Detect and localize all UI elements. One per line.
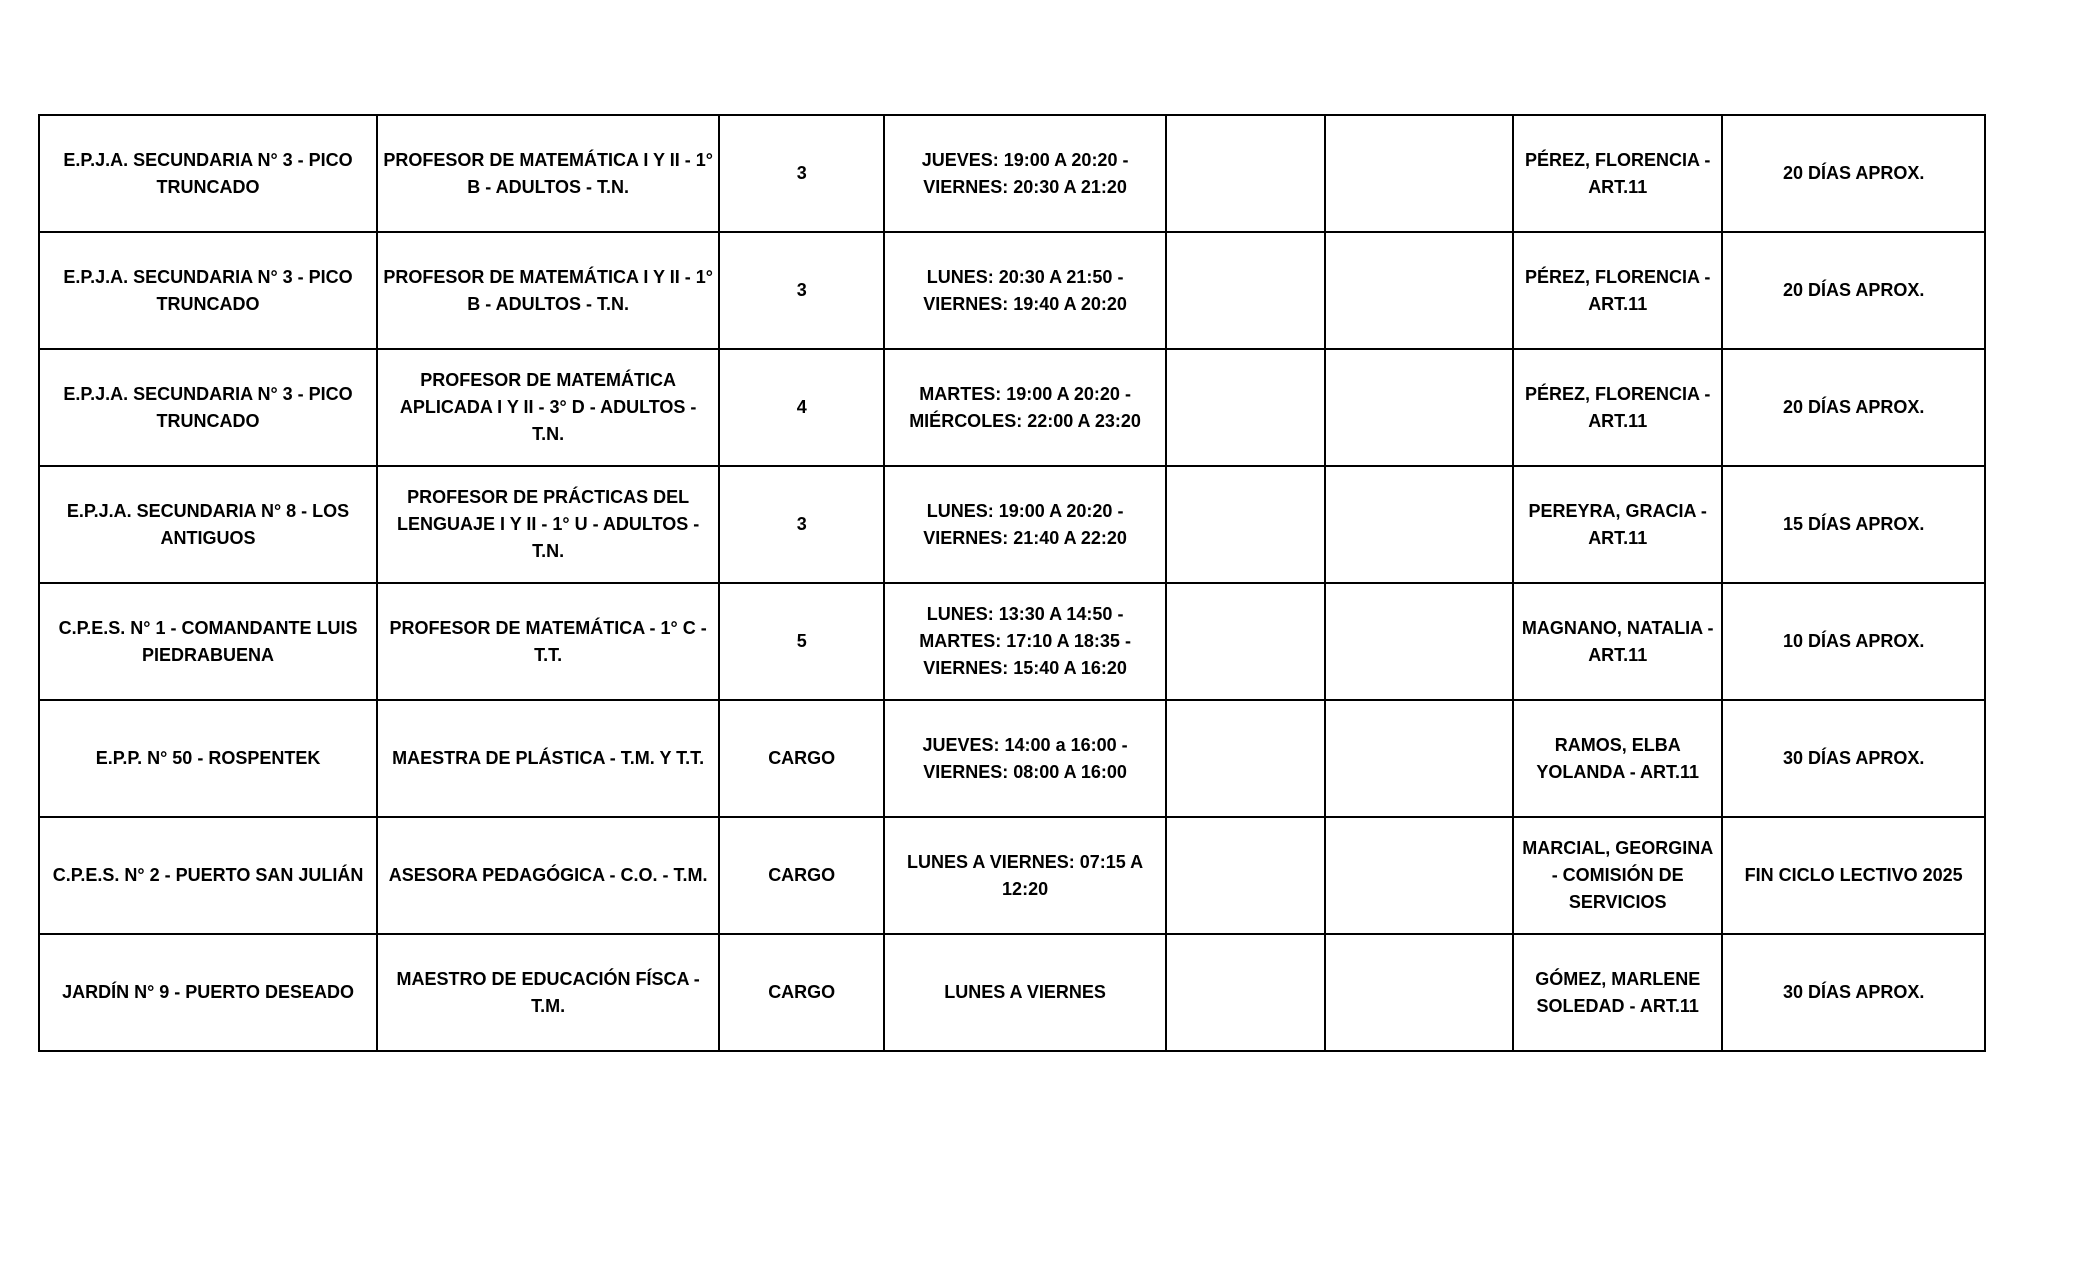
replaces-cell: RAMOS, ELBA YOLANDA - ART.11 bbox=[1513, 700, 1722, 817]
position-cell: PROFESOR DE MATEMÁTICA I Y II - 1° B - ADULTOS - T.N. bbox=[377, 115, 719, 232]
replaces-cell: PÉREZ, FLORENCIA - ART.11 bbox=[1513, 115, 1722, 232]
replaces-cell: MARCIAL, GEORGINA - COMISIÓN DE SERVICIOS bbox=[1513, 817, 1722, 934]
empty-cell bbox=[1166, 700, 1325, 817]
replaces-cell: MAGNANO, NATALIA - ART.11 bbox=[1513, 583, 1722, 700]
hours-cell: CARGO bbox=[719, 817, 884, 934]
schedule-cell: LUNES: 20:30 A 21:50 - VIERNES: 19:40 A 20:20 bbox=[884, 232, 1166, 349]
hours-cell: 3 bbox=[719, 115, 884, 232]
table-row bbox=[39, 115, 1985, 232]
table-row bbox=[39, 349, 1985, 466]
school-cell: E.P.J.A. SECUNDARIA N° 3 - PICO TRUNCADO bbox=[39, 349, 377, 466]
empty-cell bbox=[1166, 817, 1325, 934]
table-row bbox=[39, 466, 1985, 583]
hours-cell: 3 bbox=[719, 466, 884, 583]
school-cell: E.P.J.A. SECUNDARIA N° 8 - LOS ANTIGUOS bbox=[39, 466, 377, 583]
position-cell: PROFESOR DE PRÁCTICAS DEL LENGUAJE I Y II - 1° U - ADULTOS - T.N. bbox=[377, 466, 719, 583]
empty-cell bbox=[1325, 232, 1513, 349]
schedule-cell: MARTES: 19:00 A 20:20 - MIÉRCOLES: 22:00 A 23:20 bbox=[884, 349, 1166, 466]
duration-cell: 15 DÍAS APROX. bbox=[1722, 466, 1985, 583]
schedule-cell: JUEVES: 19:00 A 20:20 - VIERNES: 20:30 A 21:20 bbox=[884, 115, 1166, 232]
schedule-cell: LUNES: 13:30 A 14:50 - MARTES: 17:10 A 18:35 - VIERNES: 15:40 A 16:20 bbox=[884, 583, 1166, 700]
vacancies-table bbox=[38, 114, 1986, 1052]
table-row bbox=[39, 700, 1985, 817]
duration-cell: 20 DÍAS APROX. bbox=[1722, 115, 1985, 232]
schedule-cell: LUNES A VIERNES: 07:15 A 12:20 bbox=[884, 817, 1166, 934]
empty-cell bbox=[1166, 115, 1325, 232]
school-cell: C.P.E.S. N° 1 - COMANDANTE LUIS PIEDRABUENA bbox=[39, 583, 377, 700]
school-cell: E.P.J.A. SECUNDARIA N° 3 - PICO TRUNCADO bbox=[39, 115, 377, 232]
empty-cell bbox=[1325, 817, 1513, 934]
duration-cell: 20 DÍAS APROX. bbox=[1722, 349, 1985, 466]
duration-cell: 30 DÍAS APROX. bbox=[1722, 934, 1985, 1051]
hours-cell: 3 bbox=[719, 232, 884, 349]
hours-cell: CARGO bbox=[719, 700, 884, 817]
position-cell: PROFESOR DE MATEMÁTICA APLICADA I Y II - 3° D - ADULTOS - T.N. bbox=[377, 349, 719, 466]
empty-cell bbox=[1325, 934, 1513, 1051]
empty-cell bbox=[1166, 583, 1325, 700]
school-cell: E.P.P. N° 50 - ROSPENTEK bbox=[39, 700, 377, 817]
table-row bbox=[39, 817, 1985, 934]
table-row bbox=[39, 232, 1985, 349]
schedule-cell: LUNES A VIERNES bbox=[884, 934, 1166, 1051]
position-cell: PROFESOR DE MATEMÁTICA I Y II - 1° B - ADULTOS - T.N. bbox=[377, 232, 719, 349]
duration-cell: 10 DÍAS APROX. bbox=[1722, 583, 1985, 700]
replaces-cell: PEREYRA, GRACIA - ART.11 bbox=[1513, 466, 1722, 583]
replaces-cell: PÉREZ, FLORENCIA - ART.11 bbox=[1513, 349, 1722, 466]
empty-cell bbox=[1166, 466, 1325, 583]
duration-cell: FIN CICLO LECTIVO 2025 bbox=[1722, 817, 1985, 934]
empty-cell bbox=[1166, 232, 1325, 349]
table-row bbox=[39, 934, 1985, 1051]
duration-cell: 20 DÍAS APROX. bbox=[1722, 232, 1985, 349]
position-cell: MAESTRO DE EDUCACIÓN FÍSCA - T.M. bbox=[377, 934, 719, 1051]
schedule-cell: JUEVES: 14:00 a 16:00 - VIERNES: 08:00 A 16:00 bbox=[884, 700, 1166, 817]
position-cell: PROFESOR DE MATEMÁTICA - 1° C - T.T. bbox=[377, 583, 719, 700]
hours-cell: 5 bbox=[719, 583, 884, 700]
empty-cell bbox=[1325, 466, 1513, 583]
position-cell: ASESORA PEDAGÓGICA - C.O. - T.M. bbox=[377, 817, 719, 934]
table-row bbox=[39, 583, 1985, 700]
table-body bbox=[39, 115, 1985, 1051]
empty-cell bbox=[1166, 934, 1325, 1051]
empty-cell bbox=[1166, 349, 1325, 466]
schedule-cell: LUNES: 19:00 A 20:20 - VIERNES: 21:40 A 22:20 bbox=[884, 466, 1166, 583]
school-cell: C.P.E.S. N° 2 - PUERTO SAN JULIÁN bbox=[39, 817, 377, 934]
replaces-cell: GÓMEZ, MARLENE SOLEDAD - ART.11 bbox=[1513, 934, 1722, 1051]
empty-cell bbox=[1325, 115, 1513, 232]
empty-cell bbox=[1325, 349, 1513, 466]
hours-cell: CARGO bbox=[719, 934, 884, 1051]
duration-cell: 30 DÍAS APROX. bbox=[1722, 700, 1985, 817]
empty-cell bbox=[1325, 700, 1513, 817]
school-cell: E.P.J.A. SECUNDARIA N° 3 - PICO TRUNCADO bbox=[39, 232, 377, 349]
hours-cell: 4 bbox=[719, 349, 884, 466]
position-cell: MAESTRA DE PLÁSTICA - T.M. Y T.T. bbox=[377, 700, 719, 817]
empty-cell bbox=[1325, 583, 1513, 700]
school-cell: JARDÍN N° 9 - PUERTO DESEADO bbox=[39, 934, 377, 1051]
replaces-cell: PÉREZ, FLORENCIA - ART.11 bbox=[1513, 232, 1722, 349]
